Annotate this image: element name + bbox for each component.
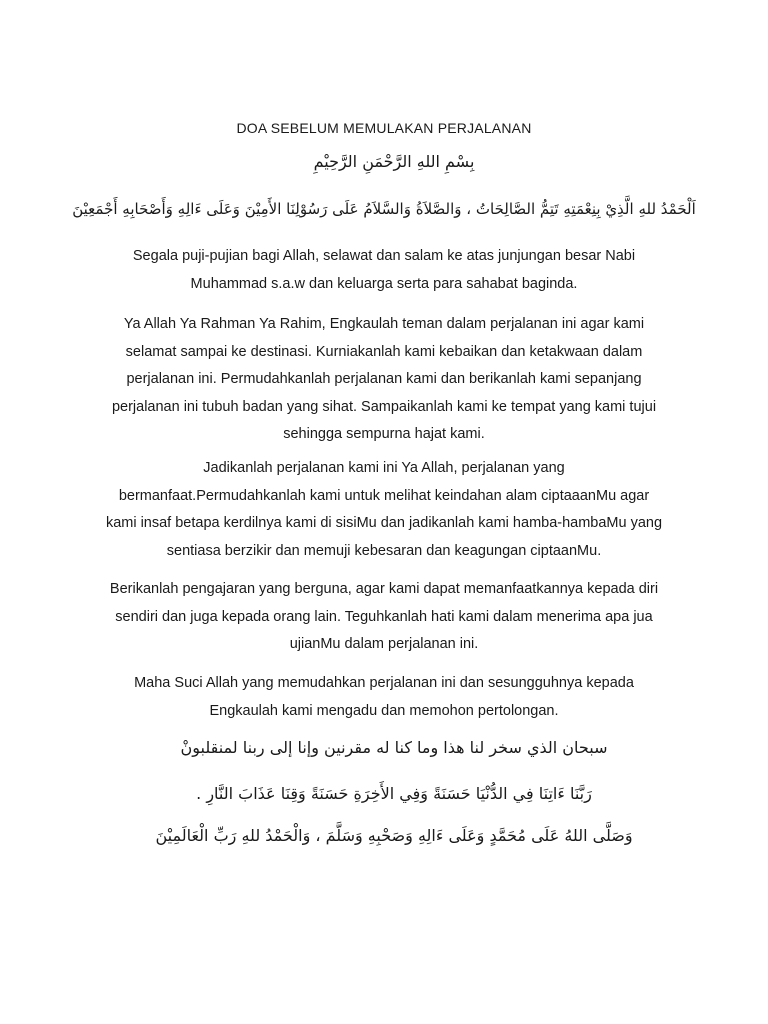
paragraph-line: Muhammad s.a.w dan keluarga serta para sahabat baginda. xyxy=(190,275,578,292)
paragraph-line: perjalanan ini tubuh badan yang sihat. Sampaikanlah kami ke tempat yang kami tujui xyxy=(111,398,657,415)
opening-arabic-text: اَلْحَمْدُ للهِ الَّذِيْ بِنِعْمَتِهِ تَتِمُّ الصَّالِحَاتُ ، وَالصَّلاَةُ وَالسَّلاَمُ عَلَى رَسُوْلِنَا الأَمِيْنَ وَعَلَى ءَالِهِ وَأَصْحَابِهِ أَجْمَعِيْنَ xyxy=(72,200,696,218)
closing-arabic-line-1: سبحان الذي سخر لنا هذا وما كنا له مقرنين وإنا إلى ربنا لمنقلبونْ xyxy=(180,738,608,757)
closing-arabic-line-3: وَصَلَّى اللهُ عَلَى مُحَمَّدٍ وَعَلَى ءَالِهِ وَصَحْبِهِ وَسَلَّمَ ، وَالْحَمْدُ للهِ رَبِّ الْعَالَمِيْنَ xyxy=(155,826,633,845)
paragraph-line: Berikanlah pengajaran yang berguna, agar kami dapat memanfaatkannya kepada diri xyxy=(109,581,659,597)
paragraph-line: Jadikanlah perjalanan kami ini Ya Allah, perjalanan yang xyxy=(203,460,565,476)
paragraph-line: bermanfaat.Permudahkanlah kami untuk melihat keindahan alam ciptaaanMu agar xyxy=(118,487,650,504)
closing-arabic-line-2: رَبَّنَا ءَاتِنَا فِي الدُّنْيَا حَسَنَةً وَفِي الأَخِرَةِ حَسَنَةً وَقِنَا عَذَابَ النَّارِ . xyxy=(196,784,592,803)
bismillah-text: بِسْمِ اللهِ الرَّحْمَنِ الرَّحِيْمِ xyxy=(313,152,475,171)
paragraph-line: Engkaulah kami mengadu dan memohon pertolongan. xyxy=(209,702,559,719)
paragraph-line: ujianMu dalam perjalanan ini. xyxy=(289,636,479,652)
paragraph-3 xyxy=(80,455,688,565)
paragraph-line: Segala puji-pujian bagi Allah, selawat dan salam ke atas junjungan besar Nabi xyxy=(132,248,636,264)
paragraph-line: sendiri dan juga kepada orang lain. Teguhkanlah hati kami dalam menerima apa jua xyxy=(115,608,653,625)
paragraph-1 xyxy=(80,243,688,298)
paragraph-line: Maha Suci Allah yang memudahkan perjalanan ini dan sesungguhnya kepada xyxy=(134,675,634,691)
paragraph-line: sehingga sempurna hajat kami. xyxy=(283,426,485,442)
paragraph-line: sentiasa berzikir dan memuji kebesaran dan keagungan ciptaanMu. xyxy=(166,542,602,559)
paragraph-line: perjalanan ini. Permudahkanlah perjalanan kami dan berikanlah kami sepanjang xyxy=(126,371,642,387)
paragraph-line: selamat sampai ke destinasi. Kurniakanlah kami kebaikan dan ketakwaan dalam xyxy=(125,343,643,360)
paragraph-2 xyxy=(80,311,688,449)
paragraph-line: kami insaf betapa kerdilnya kami di sisiMu dan jadikanlah kami hamba-hambaMu yang xyxy=(105,515,663,531)
paragraph-4 xyxy=(80,576,688,659)
paragraph-5 xyxy=(80,670,688,725)
paragraph-line: Ya Allah Ya Rahman Ya Rahim, Engkaulah teman dalam perjalanan ini agar kami xyxy=(123,316,645,332)
page-title: DOA SEBELUM MEMULAKAN PERJALANAN xyxy=(236,120,532,136)
